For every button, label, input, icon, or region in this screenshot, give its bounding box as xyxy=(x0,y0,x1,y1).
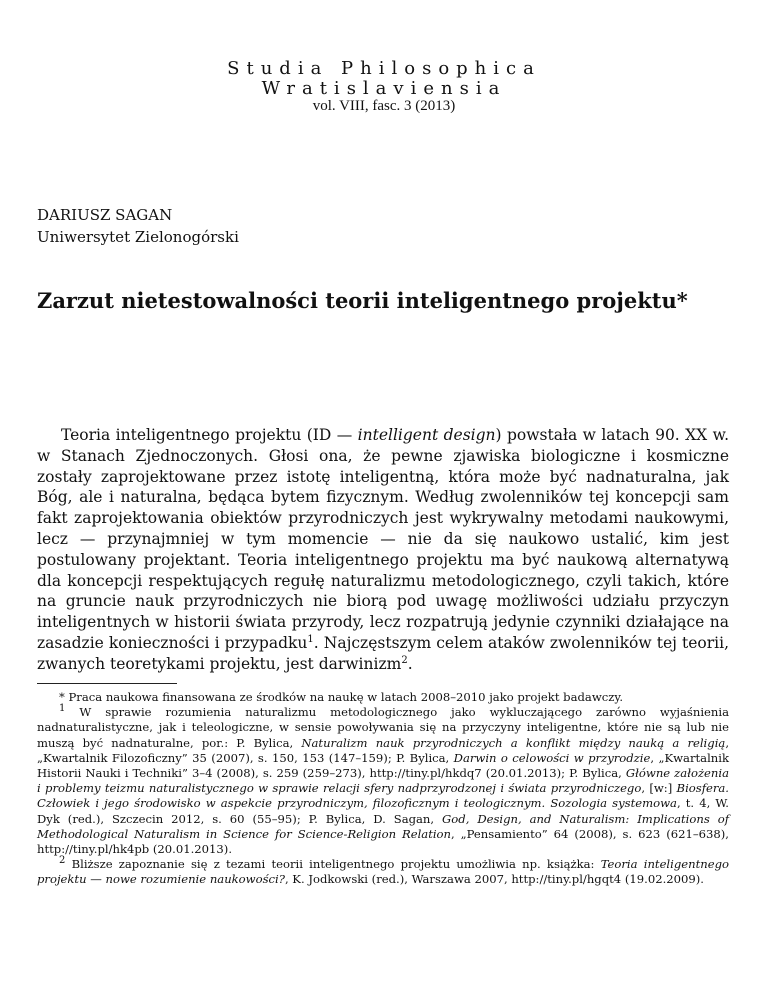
footnote-star-mark: * xyxy=(59,690,65,704)
author-affiliation: Uniwersytet Zielonogórski xyxy=(37,228,239,246)
footnote-1 xyxy=(37,705,729,857)
footnote-2 xyxy=(37,857,729,887)
footnote-2-mark: 2 xyxy=(59,855,66,867)
footnote-text-italic: Biosfera. Człowiek i jego środowisko w aspekcie przyrodniczym, filozoficznym i teologicznym. Sozologia systemowa xyxy=(37,781,729,811)
footnote-text-italic: Darwin o celowości w przyrodzie xyxy=(453,750,651,765)
footnote-text-run: , „Kwartalnik Historii Nauki i Techniki” 3–4 (2008), s. 259 (259–273), http://tiny.pl/hkdq7 (20.01.2013); P. Bylica, xyxy=(37,750,729,781)
body-text-run: . Najczęstszym celem ataków zwolenników tej teorii, zwanych teoretykami projektu, jest darwinizm xyxy=(37,633,730,673)
footnote-text-run: W sprawie rozumienia naturalizmu metodologicznego jako wykluczającego zarówno wyjaśnienia nadnaturalistyczne, jak i teleologiczne, w sensie powoływania się na przyczyny inteligentne, które nie są lub nie muszą być nadnaturalne, por.: P. Bylica, xyxy=(37,705,729,750)
footnote-divider xyxy=(37,683,177,684)
footnote-text-run: , „Pensamiento” 64 (2008), s. 623 (621–638), http://tiny.pl/hk4pb (20.01.2013). xyxy=(37,826,729,857)
footnote-text-italic: Teoria inteligentnego projektu — nowe rozumienie naukowości? xyxy=(37,857,729,887)
footnote-text-run: Bliższe zapoznanie się z tezami teorii inteligentnego projektu umożliwia np. książka: xyxy=(71,857,601,872)
body-text-run: . xyxy=(407,654,413,673)
footnote-ref-2[interactable]: 2 xyxy=(401,654,408,666)
footnote-star xyxy=(37,690,729,705)
body-paragraph xyxy=(37,425,729,675)
footnote-1-mark: 1 xyxy=(59,703,66,715)
body-text xyxy=(37,425,729,675)
footnote-text-run: , t. 4, W. Dyk (red.), Szczecin 2012, s. 60 (55–95); P. Bylica, D. Sagan, xyxy=(37,796,729,826)
footnote-ref-1[interactable]: 1 xyxy=(307,633,314,645)
journal-name-line-2: Wratislaviensia xyxy=(261,78,507,99)
author-name: DARIUSZ SAGAN xyxy=(37,206,173,224)
footnote-text-italic: Główne założenia i problemy teizmu naturalistycznego w sprawie relacji sfery nadprzyrodzonej i świata przyrodniczego xyxy=(37,766,729,796)
footnotes xyxy=(37,690,729,888)
body-text-italic: intelligent design xyxy=(357,426,496,444)
article-title: Zarzut nietestowalności teorii inteligentnego projektu* xyxy=(37,288,688,313)
footnote-text-run: , K. Jodkowski (red.), Warszawa 2007, http://tiny.pl/hgqt4 (19.02.2009). xyxy=(284,872,704,887)
footnote-star-text: Praca naukowa finansowana ze środków na naukę w latach 2008–2010 jako projekt badawczy. xyxy=(68,690,624,704)
footnote-text-run: , [w:] xyxy=(641,781,677,796)
body-text-run: Teoria inteligentnego projektu (ID — xyxy=(61,426,358,444)
journal-name-line-1: Studia Philosophica xyxy=(227,58,541,79)
journal-volume: vol. VIII, fasc. 3 (2013) xyxy=(312,98,456,114)
body-text-run: ) powstała w latach 90. XX w. w Stanach Zjednoczonych. Głosi ona, że pewne zjawiska biologiczne i kosmiczne zostały zaprojektowane przez istotę inteligentną, która może być nadnaturalna, jak Bóg, ale i naturalna, będąca bytem fizycznym. Według zwolenników tej koncepcji sam fakt zaprojektowania obiektów przyrodniczych jest wykrywalny metodami naukowymi, lecz — przynajmniej w tym momencie — nie da się naukowo ustalić, kim jest postulowany projektant. Teoria inteligentnego projektu ma być naukową alternatywą dla koncepcji respektujących regułę naturalizmu metodologicznego, czyli takich, które na gruncie nauk przyrodniczych nie biorą pod uwagę możliwości udziału przyczyn inteligentnych w historii świata przyrody, lecz rozpatrują jedynie czynniki działające na zasadzie konieczności i przypadku xyxy=(37,426,729,652)
footnote-text-italic: Naturalizm nauk przyrodniczych a konflikt między nauką a religią xyxy=(301,735,726,750)
footnote-text-run: , „Kwartalnik Filozoficzny” 35 (2007), s. 150, 153 (147–159); P. Bylica, xyxy=(37,735,729,765)
footnote-text-italic: God, Design, and Naturalism: Implications of Methodological Naturalism in Science for Science-Religion Relation xyxy=(37,811,729,841)
